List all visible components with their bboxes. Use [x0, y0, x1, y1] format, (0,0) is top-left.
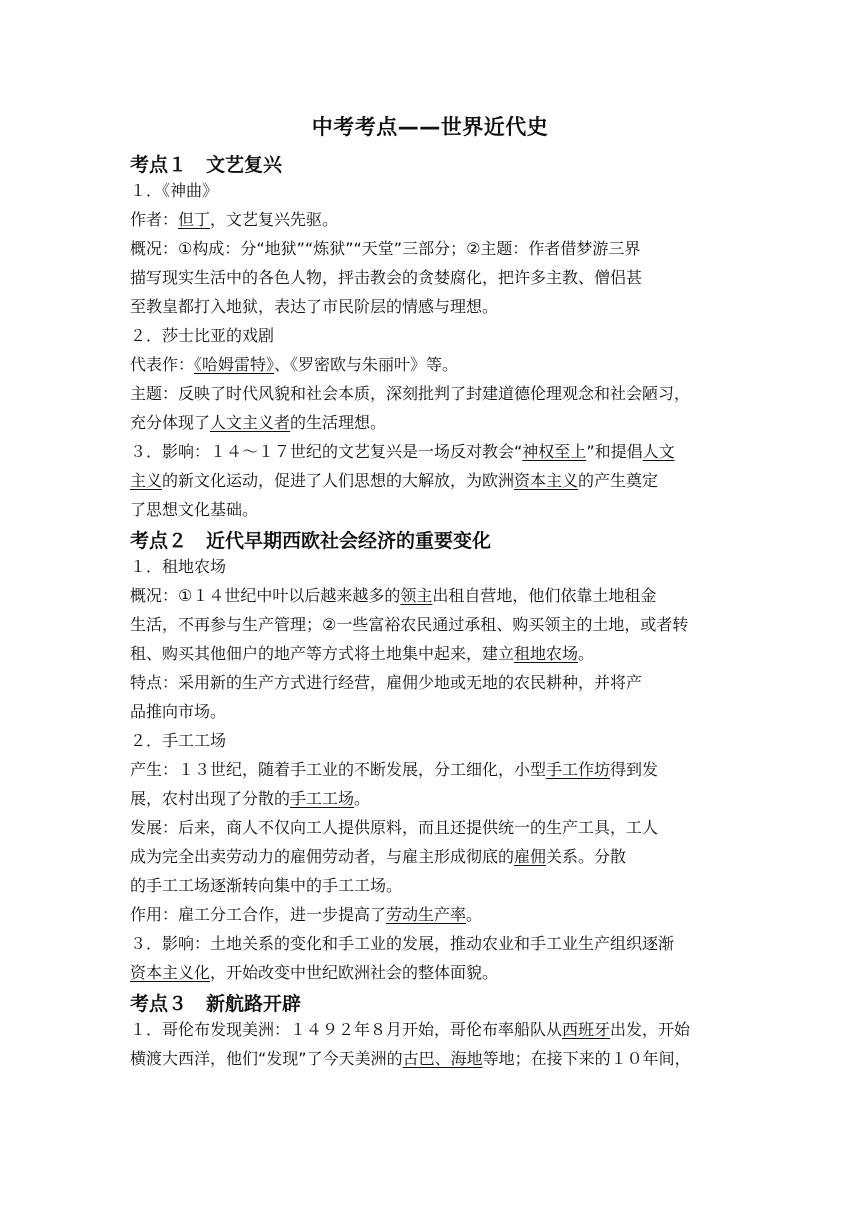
text-segment: 作用：雇工分工合作，进一步提高了 — [130, 905, 387, 924]
text-segment: 。 — [466, 905, 483, 924]
underlined-keyword: 资本主义 — [514, 471, 579, 490]
underlined-keyword: 西班牙 — [562, 1020, 611, 1039]
text-segment: ２．手工工场 — [130, 731, 227, 750]
text-segment: ２．莎士比亚的戏剧 — [130, 326, 275, 345]
text-segment: 主题：反映了时代风貌和社会本质，深刻批判了封建道德伦理观念和社会陋习， — [130, 384, 691, 403]
text-line — [130, 470, 750, 492]
text-line — [130, 817, 750, 839]
text-segment: 。 — [578, 644, 595, 663]
text-segment: 描写现实生活中的各色人物，抨击教会的贪婪腐化，把许多主教、僧侣甚 — [130, 268, 643, 287]
underlined-keyword: 租地农场 — [514, 644, 579, 663]
text-segment: １．哥伦布发现美洲：１４９２年８月开始，哥伦布率船队从 — [130, 1020, 563, 1039]
text-segment: 特点：采用新的生产方式进行经营，雇佣少地或无地的农民耕种，并将产 — [130, 673, 643, 692]
text-segment: 出租自营地，他们依靠土地租金 — [432, 586, 657, 605]
text-line — [130, 180, 750, 202]
text-line — [130, 962, 750, 984]
text-line — [130, 759, 750, 781]
text-segment: 的产生奠定 — [578, 471, 659, 490]
text-segment: 品推向市场。 — [130, 702, 227, 721]
section-heading — [130, 151, 750, 179]
underlined-keyword: 古巴、海地 — [402, 1049, 483, 1068]
text-line — [130, 556, 750, 578]
text-segment: 横渡大西洋，他们“发现”了今天美洲的 — [130, 1049, 403, 1068]
text-segment: 发展：后来，商人不仅向工人提供原料，而且还提供统一的生产工具，工人 — [130, 818, 659, 837]
text-segment: 概况：①１４世纪中叶以后越来越多的 — [130, 586, 401, 605]
text-line — [130, 585, 750, 607]
text-segment: ３．影响：１４～１７世纪的文艺复兴是一场反对教会“ — [130, 442, 523, 461]
text-line — [130, 325, 750, 347]
underlined-keyword: 《哈姆雷特》 — [194, 355, 275, 374]
text-line — [130, 267, 750, 289]
text-segment: 考点１ 文艺复兴 — [130, 154, 283, 176]
text-line — [130, 672, 750, 694]
section-heading — [130, 527, 750, 555]
underlined-keyword: 领主 — [400, 586, 433, 605]
text-segment: 的生活理想。 — [290, 413, 387, 432]
text-line — [130, 296, 750, 318]
text-segment: 。 — [354, 789, 371, 808]
text-line — [130, 499, 750, 521]
underlined-keyword: 雇佣 — [514, 847, 547, 866]
text-line — [130, 614, 750, 636]
underlined-keyword: 但丁 — [178, 210, 211, 229]
text-line — [130, 1048, 750, 1070]
text-segment: ，文艺复兴先驱。 — [210, 210, 339, 229]
text-line — [130, 643, 750, 665]
text-line — [130, 904, 750, 926]
text-segment: 概况：①构成：分“地狱”“炼狱”“天堂”三部分；②主题：作者借梦游三界 — [130, 239, 641, 258]
text-line — [130, 354, 750, 376]
underlined-keyword: 手工作坊 — [546, 760, 611, 779]
text-segment: 关系。分散 — [546, 847, 627, 866]
text-segment: 产生：１３世纪，随着手工业的不断发展，分工细化，小型 — [130, 760, 547, 779]
text-segment: １．《神曲》 — [130, 181, 219, 200]
text-line — [130, 209, 750, 231]
text-line — [130, 788, 750, 810]
text-segment: 等地；在接下来的１０年间， — [482, 1049, 691, 1068]
underlined-keyword: 手工工场 — [290, 789, 355, 808]
text-line — [130, 441, 750, 463]
text-segment: 代表作： — [130, 355, 195, 374]
text-line — [130, 846, 750, 868]
text-segment: 得到发 — [610, 760, 659, 779]
text-segment: 的新文化运动，促进了人们思想的大解放，为欧洲 — [162, 471, 515, 490]
underlined-keyword: 人文 — [642, 442, 675, 461]
text-segment: 的手工工场逐渐转向集中的手工工场。 — [130, 876, 403, 895]
text-segment: 展，农村出现了分散的 — [130, 789, 291, 808]
text-segment: 充分体现了 — [130, 413, 211, 432]
text-line — [130, 1019, 750, 1041]
text-line — [130, 412, 750, 434]
text-segment: 考点３ 新航路开辟 — [130, 993, 302, 1015]
text-segment: 租、购买其他佃户的地产等方式将土地集中起来，建立 — [130, 644, 515, 663]
text-segment: ３．影响：土地关系的变化和手工业的发展，推动农业和手工业生产组织逐渐 — [130, 934, 675, 953]
text-line — [130, 875, 750, 897]
document-title: 中考考点——世界近代史 — [311, 115, 549, 139]
text-line — [130, 238, 750, 260]
text-segment: １．租地农场 — [130, 557, 227, 576]
underlined-keyword: 主义 — [130, 471, 163, 490]
text-line — [130, 701, 750, 723]
text-segment: 、《罗密欧与朱丽叶》等。 — [274, 355, 459, 374]
underlined-keyword: 神权至上 — [522, 442, 587, 461]
text-segment: 考点２ 近代早期西欧社会经济的重要变化 — [130, 530, 492, 552]
text-segment: ，开始改变中世纪欧洲社会的整体面貌。 — [210, 963, 499, 982]
text-line — [130, 383, 750, 405]
text-line — [130, 730, 750, 752]
underlined-keyword: 人文主义者 — [210, 413, 291, 432]
text-segment: 出发，开始 — [610, 1020, 691, 1039]
text-segment: ”和提倡 — [586, 442, 643, 461]
text-segment: 作者： — [130, 210, 179, 229]
text-line — [130, 933, 750, 955]
text-segment: 至教皇都打入地狱，表达了市民阶层的情感与理想。 — [130, 297, 499, 316]
text-segment: 成为完全出卖劳动力的雇佣劳动者，与雇主形成彻底的 — [130, 847, 515, 866]
section-heading — [130, 990, 750, 1018]
text-segment: 生活，不再参与生产管理；②一些富裕农民通过承租、购买领主的土地，或者转 — [130, 615, 689, 634]
text-segment: 了思想文化基础。 — [130, 500, 259, 519]
underlined-keyword: 资本主义化 — [130, 963, 211, 982]
underlined-keyword: 劳动生产率 — [386, 905, 467, 924]
